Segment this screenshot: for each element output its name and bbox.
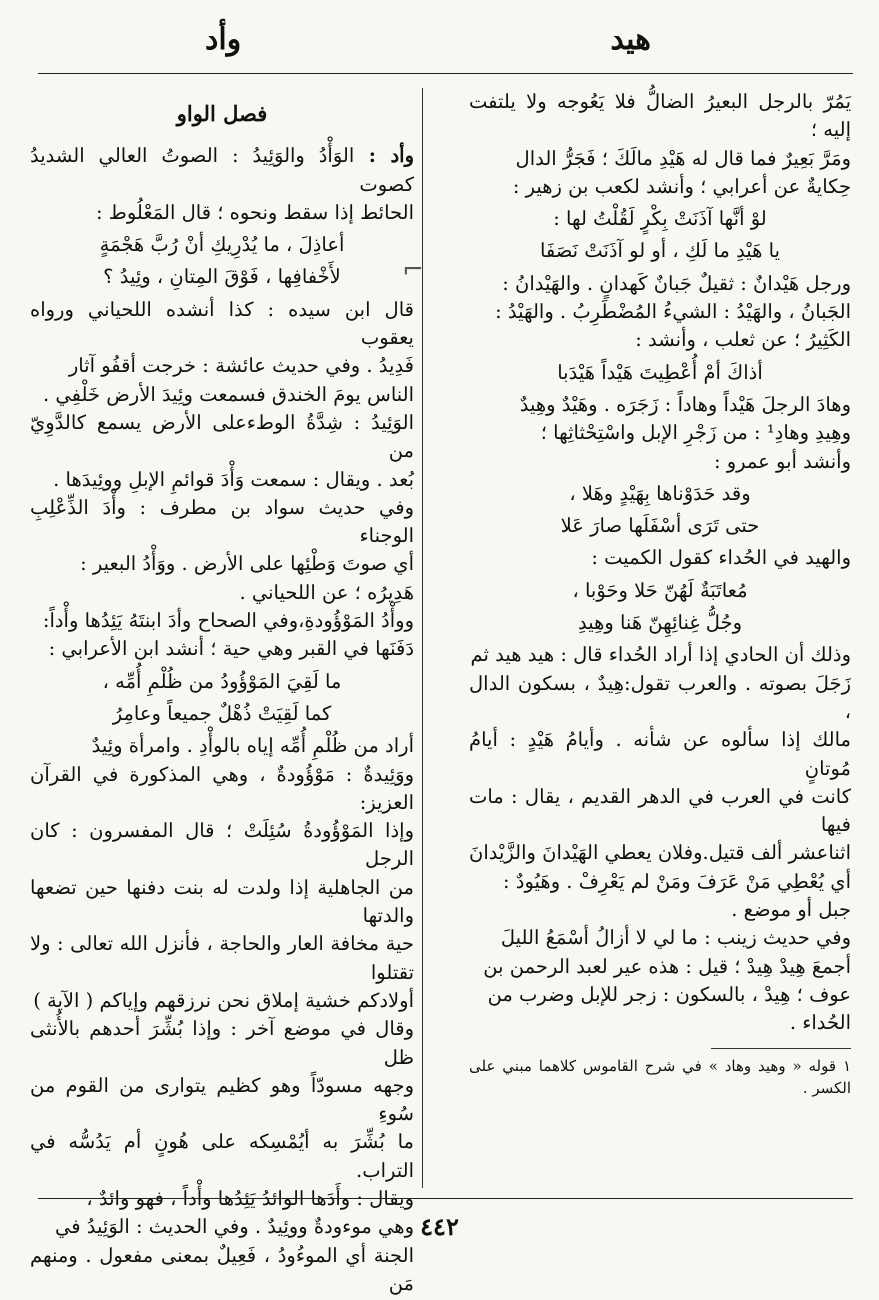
right-column bbox=[469, 88, 851, 1099]
text-line: أولادكم خشية إملاق نحن نرزقهم وإياكم ( الآية ) bbox=[33, 988, 414, 1012]
text-line: الحائط إذا سقط ونحوه ؛ قال المَعْلُوط : bbox=[96, 200, 414, 224]
text-line: الكَثِيرُ ؛ عن ثعلب ، وأنشد : bbox=[635, 328, 851, 352]
text-line: دَفَنَها في القبر وهي حية ؛ أنشد ابن الأعرابي : bbox=[48, 637, 414, 661]
text-line: الجَبانُ ، والهَيْدُ : الشيءُ المُضْطَرِبُ . والهَيْدُ : bbox=[495, 300, 851, 324]
text-line: وهِيدِ وهادِ¹ : من زَجْرِ الإبل واسْتِحْثاثِها ؛ bbox=[540, 421, 851, 445]
text-line: وذلك أن الحادي إذا أراد الحُداء قال : هيد هيد ثم bbox=[470, 643, 851, 667]
text-line: بُعد . ويقال : سمعت وَأْدَ قوائمِ الإبلِ ووئِيدَها . bbox=[53, 467, 414, 491]
running-header-left: وأد bbox=[205, 22, 242, 57]
text-line: ورجل هَيْدانٌ : ثقيلٌ جَبانٌ كَهدانٍ . والهَيْدانُ : bbox=[502, 271, 851, 295]
verse-line: وقد حَدَوْناها بِهَيْدٍ وهَلا ، bbox=[569, 481, 751, 505]
entry-text: الوَأْدُ والوَئِيدُ : الصوتُ العالي الشديدُ كصوت bbox=[30, 144, 414, 196]
text-line: ويقال : وأَدَها الوائدُ يَئِدُها وأْداً ، فهو وائدٌ ، bbox=[86, 1186, 414, 1210]
text-line: وفي حديث زينب : ما لي لا أزالُ أسْمَعُ الليلَ bbox=[500, 926, 851, 950]
verse-line: لأَخْفافِها ، فَوْقَ المِتانِ ، وئِيدُ ؟ bbox=[103, 265, 341, 289]
verse-line: لوْ أنَّها آذَنَتْ بِكْرٍ لَقُلْتُ لها : bbox=[553, 207, 767, 231]
text-line: اثناعشر ألف قتيل.وفلان يعطي الهَيْدانَ والزَّيْدانَ bbox=[469, 841, 851, 865]
left-column bbox=[30, 88, 414, 1298]
verse-line: مُعاتَبَةٌ لَهُنّ حَلا وحَوْبا ، bbox=[572, 578, 748, 602]
text-line: من الجاهلية إذا ولدت له بنت دفنها حين تضعها والدتها bbox=[30, 875, 414, 928]
text-line: وإذا المَوْؤُودةُ سُئِلَتْ ؛ قال المفسرون : كان الرجل bbox=[30, 819, 414, 871]
text-line: ووأْدُ المَوْؤُودةِ،وفي الصحاح وأدَ ابنتَهُ يَئِدُها وأْداً: bbox=[42, 609, 414, 633]
text-line: أي صوتَ وَطْئِها على الأرض . ووَأْدُ البعير : bbox=[80, 552, 414, 576]
text-line: وهي موءودةٌ ووئِيدٌ . وفي الحديث : الوَئِيدُ في bbox=[55, 1215, 414, 1239]
text-line: وأنشد أبو عمرو : bbox=[713, 449, 851, 473]
headword: وأد : bbox=[354, 144, 415, 168]
text-line: ومَرَّ بَعِيرٌ فما قال له هَيْدِ مالَكَ ؛ فَجَرُّ الدال bbox=[515, 146, 851, 170]
entry-first-line bbox=[30, 142, 414, 199]
text-line: كانت في العرب في الدهر القديم ، يقال : مات فيها bbox=[469, 784, 851, 837]
text-line: الناس يومَ الخندق فسمعت وئِيدَ الأرض خَلْفِي . bbox=[42, 382, 414, 406]
text-line: الحُداء . bbox=[789, 1011, 851, 1035]
text-line: زَجَلَ بصوته . والعرب تقول:هِيدٌ ، بسكون الدال ، bbox=[469, 671, 851, 723]
column-divider bbox=[422, 88, 423, 1188]
text-line: أجمعَ هِيدْ هِيدْ ؛ قيل : هذه عير لعبد الرحمن بن bbox=[483, 954, 851, 978]
running-header-right: هيد bbox=[610, 22, 651, 57]
left-column-body bbox=[30, 142, 414, 1298]
text-line: حِكايةٌ عن أعرابي ؛ وأنشد لكعب بن زهير : bbox=[512, 174, 851, 198]
verse-line: يا هَيْدِ ما لَكِ ، أو لو آذَنَتْ نَصَفَا bbox=[539, 239, 781, 263]
text-line: وجهه مسودّاً وهو كظيم يتوارى من القوم من سُوءِ bbox=[30, 1073, 414, 1126]
text-line: ووَئِيدةٌ : مَوْؤُودةٌ ، وهي المذكورة في القرآن العزيز: bbox=[30, 762, 414, 814]
text-line: أي يُعْطِي مَنْ عَرَفَ ومَنْ لم يَعْرِفْ . وهَيُودٌ : bbox=[503, 869, 851, 893]
text-line: ما بُشِّرَ به أيُمْسِكه على هُونٍ أم يَدُسُّه في التراب. bbox=[30, 1130, 414, 1182]
text-line: وقال في موضع آخر : وإذا بُشِّرَ أحدهم بالأُنثى ظل bbox=[30, 1017, 414, 1069]
margin-mark-icon: ⌐ bbox=[402, 255, 424, 285]
text-line: والهيد في الحُداء كقول الكميت : bbox=[591, 546, 851, 570]
footnote-rule bbox=[711, 1048, 851, 1049]
text-line: الوَئِيدُ : شِدَّةُ الوطءعلى الأرض يسمع كالدَّوِيّ من bbox=[30, 410, 414, 463]
page-number: ٤٤٢ bbox=[420, 1212, 459, 1241]
verse-line: أذاكَ أمْ أُعْطِيتَ هَيْداً هَيْدَبا bbox=[557, 360, 763, 384]
text-line: يَمُرّ بالرجل البعيرُ الضالُّ فلا يَعُوجه ولا يلتفت إليه ؛ bbox=[469, 90, 851, 142]
footer-rule bbox=[38, 1198, 853, 1199]
text-line: الجنة أي الموءُودُ ، فَعِيلٌ بمعنى مفعول . ومنهم مَن bbox=[30, 1243, 414, 1295]
text-line: أراد من ظُلْمِ أُمِّه إياه بالوأْدِ . وامرأة وئِيدٌ bbox=[91, 734, 414, 758]
text-line: حية مخافة العار والحاجة ، فأنزل الله تعالى : ولا تقتلوا bbox=[30, 932, 414, 984]
verse-line: حتى تَرَى أسْفَلَها صارَ عَلا bbox=[560, 514, 760, 538]
text-line: وفي حديث سواد بن مطرف : وأْدَ الذِّعْلِبِ الوجناء bbox=[30, 495, 414, 548]
section-title: فصل الواو bbox=[176, 101, 268, 126]
verse-line: أعاذِلَ ، ما يُدْرِيكِ أنْ رُبَّ هَجْمَةٍ bbox=[99, 233, 345, 257]
text-line: قال ابن سيده : كذا أنشده اللحياني ورواه يعقوب bbox=[30, 297, 414, 350]
text-line: عوف ؛ هِيدْ ، بالسكون : زجر للإبل وضرب من bbox=[487, 982, 851, 1006]
text-line: فَدِيدُ . وفي حديث عائشة : خرجت أقفُو آثار bbox=[68, 354, 414, 378]
text-line: مالك إذا سألوه عن شأنه . وأيامُ هَيْدٍ : أيامُ مُوتانٍ bbox=[469, 728, 851, 780]
text-line: هَدِيرُه ؛ عن اللحياني . bbox=[239, 580, 414, 604]
verse-line: وجُلُّ غِنائِهِنّ هَنا وهِيدِ bbox=[577, 611, 743, 635]
text-line: جبل أو موضع . bbox=[731, 898, 851, 922]
footnote: ١ قوله « وهيد وهاد » في شرح القاموس كلاهما مبني على الكسر . bbox=[469, 1056, 851, 1097]
header-rule bbox=[38, 73, 853, 74]
verse-line: ما لَقِيَ المَوْؤُودُ من ظُلْمِ أُمِّه ، bbox=[102, 669, 342, 693]
verse-line: كما لَقِيَتْ ذُهْلٌ جميعاً وعامِرُ bbox=[112, 701, 332, 725]
text-line: وهادَ الرجلَ هَيْداً وهاداً : زَجَرَه . وهَيْدٌ وهِيدٌ bbox=[519, 392, 851, 416]
